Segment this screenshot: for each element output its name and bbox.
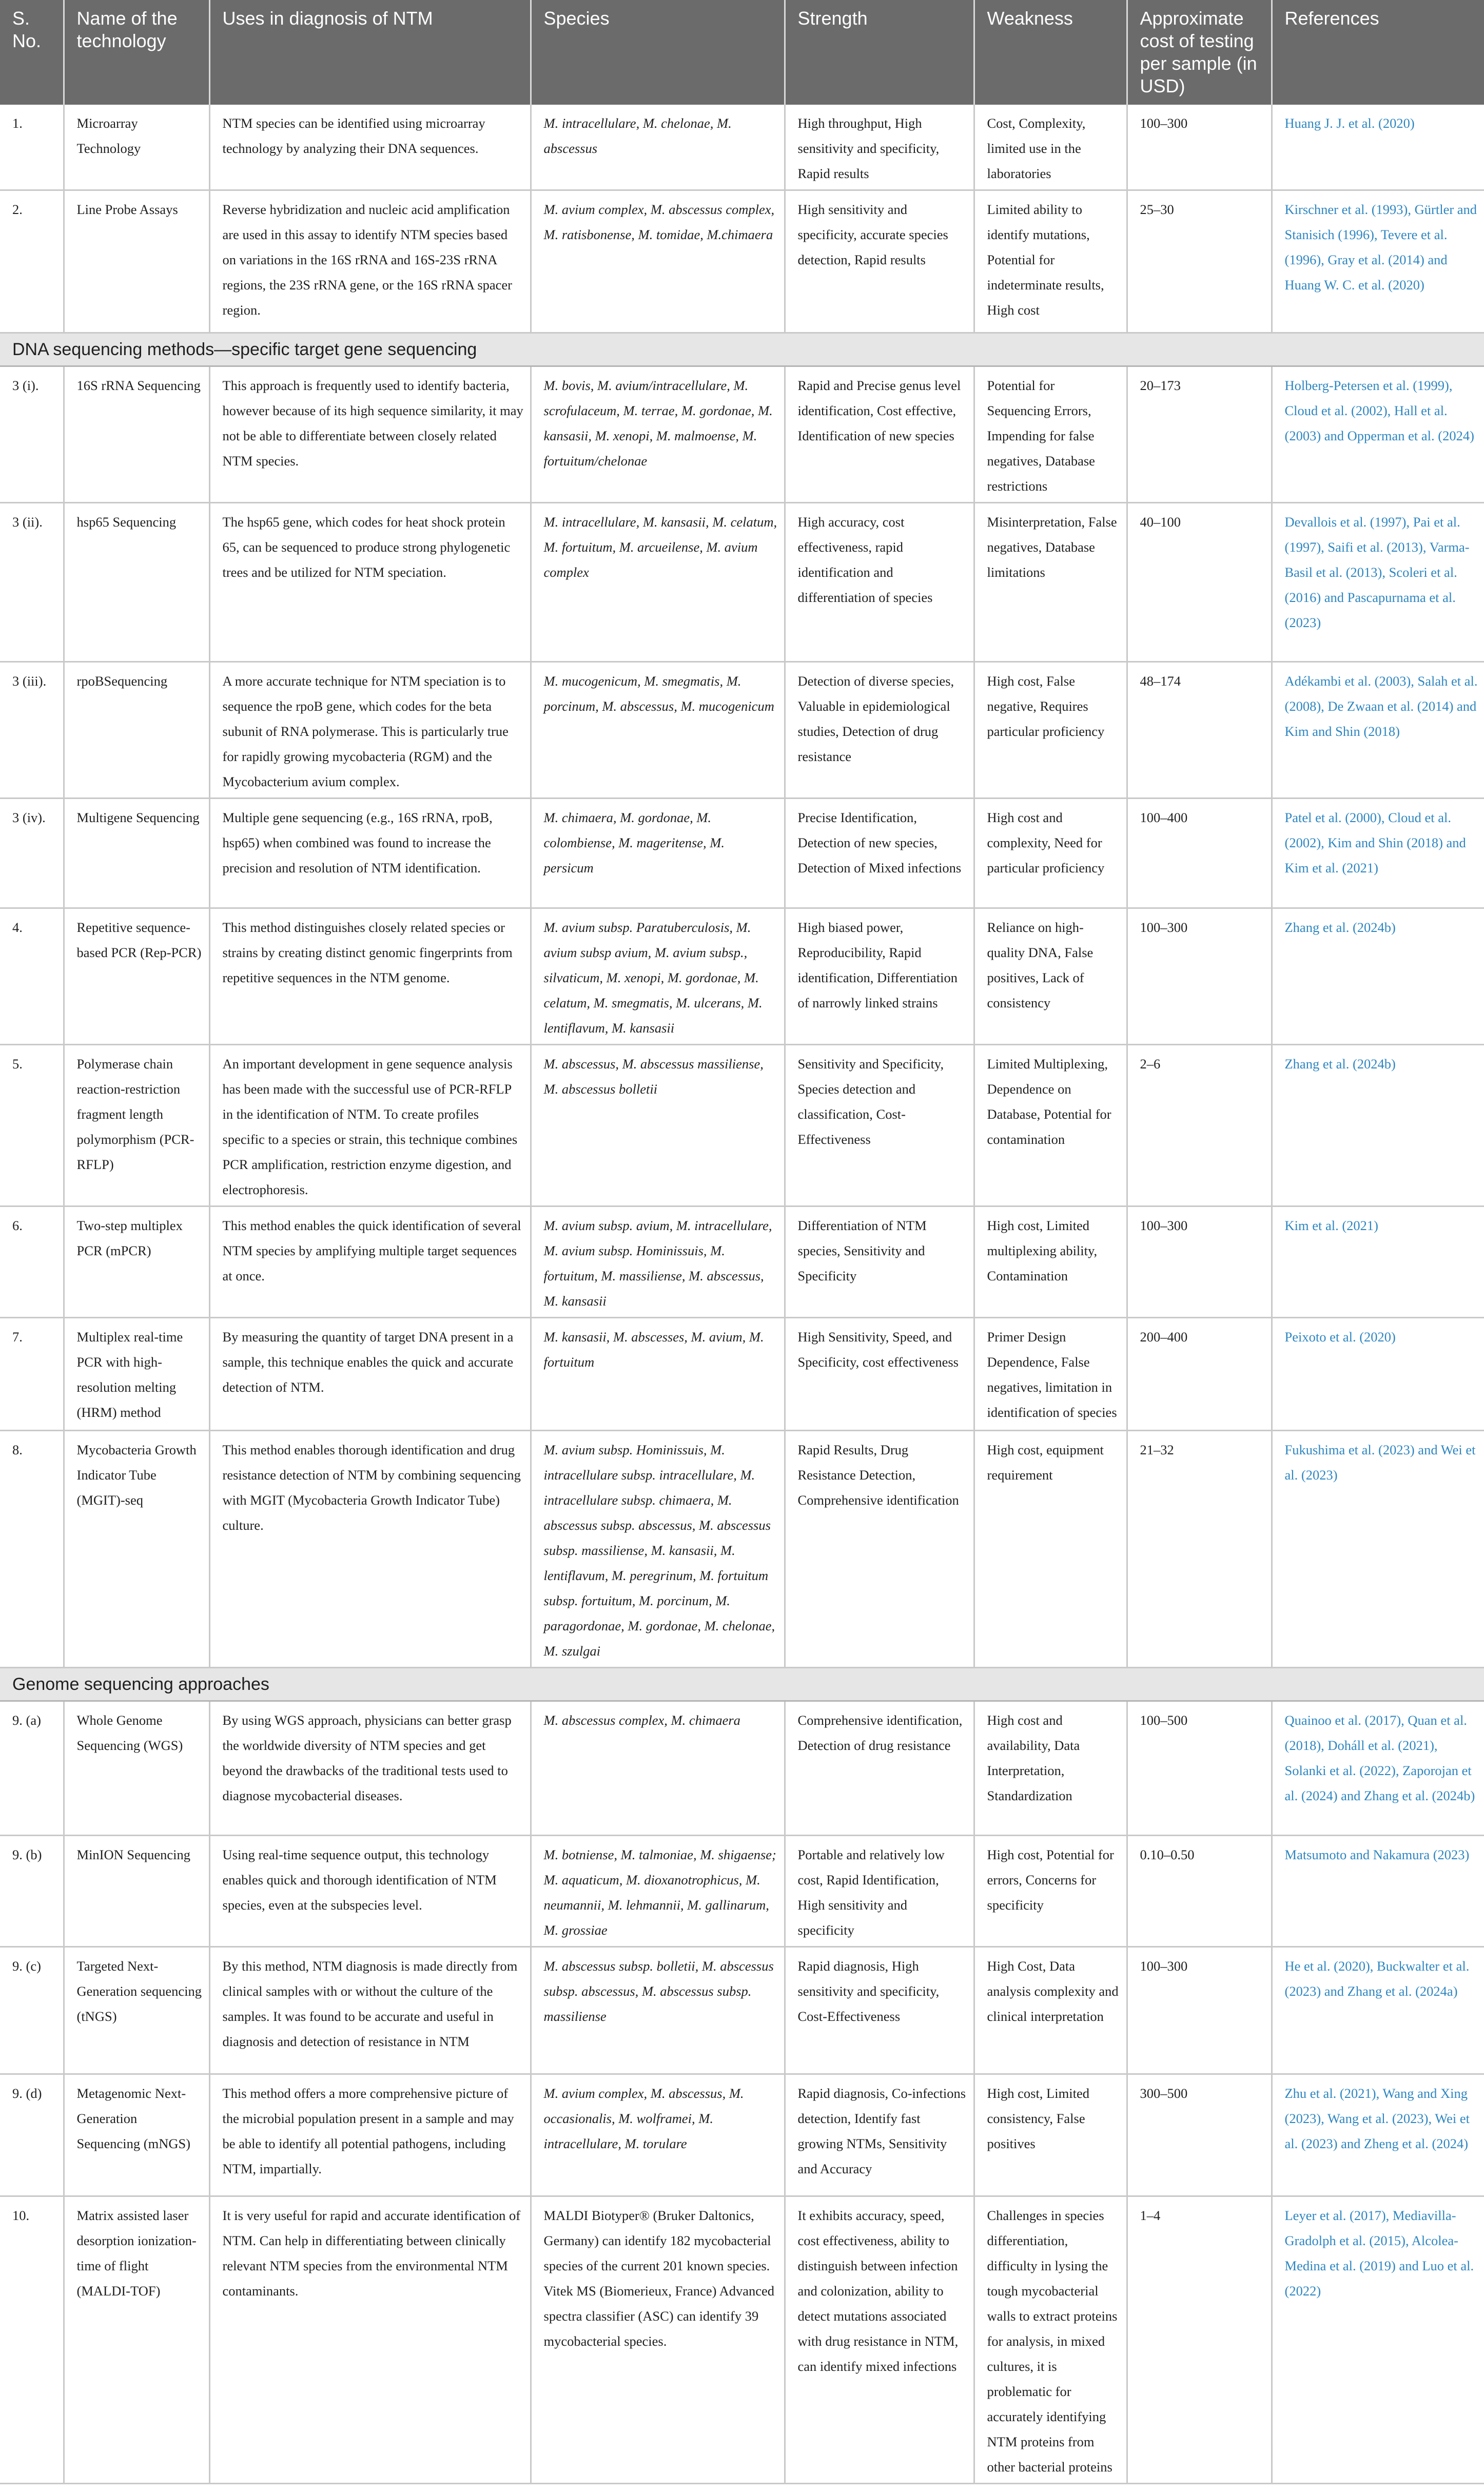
header-strength: Strength [785,0,974,105]
cell-uses: This method enables the quick identification of several NTM species by amplifying multiple target sequences at once. [209,1206,531,1318]
cell-sno: 7. [0,1318,64,1431]
cell-uses: This method distinguishes closely related species or strains by creating distinct genomic fingerprints from repetitive sequences in the NTM genome. [209,908,531,1045]
cell-strength: Precise Identification, Detection of new species, Detection of Mixed infections [785,799,974,908]
cell-technology: 16S rRNA Sequencing [64,366,209,503]
cell-cost: 300–500 [1127,2074,1272,2196]
cell-technology: Whole Genome Sequencing (WGS) [64,1701,209,1836]
cell-technology: Multiplex real-time PCR with high-resolution melting (HRM) method [64,1318,209,1431]
cell-cost: 100–300 [1127,1206,1272,1318]
cell-species: M. botniense, M. talmoniae, M. shigaense; M. aquaticum, M. dioxanotrophicus, M. neumannii, M. lehmannii, M. gallinarum, M. grossiae [531,1836,785,1947]
cell-references[interactable]: Holberg-Petersen et al. (1999), Cloud et al. (2002), Hall et al. (2003) and Opperman et al. (2024) [1272,366,1484,503]
cell-weakness: Challenges in species differentiation, difficulty in lysing the tough mycobacterial walls to extract proteins for analysis, in mixed cultures, it is problematic for accurately identifying NTM proteins from other bacterial proteins [974,2196,1127,2484]
cell-sno: 3 (iii). [0,662,64,799]
table-row [0,1431,1484,1668]
cell-uses: This approach is frequently used to identify bacteria, however because of its high sequence similarity, it may not be able to differentiate between closely related NTM species. [209,366,531,503]
section-title: DNA sequencing methods—specific target gene sequencing [0,333,1484,366]
cell-sno: 9. (a) [0,1701,64,1836]
cell-cost: 25–30 [1127,190,1272,333]
table-row [0,2074,1484,2196]
cell-sno: 8. [0,1431,64,1668]
cell-weakness: High cost, Limited consistency, False positives [974,2074,1127,2196]
cell-strength: Rapid and Precise genus level identification, Cost effective, Identification of new species [785,366,974,503]
cell-technology: MinION Sequencing [64,1836,209,1947]
cell-strength: High sensitivity and specificity, accurate species detection, Rapid results [785,190,974,333]
cell-uses: Multiple gene sequencing (e.g., 16S rRNA, rpoB, hsp65) when combined was found to increase the precision and resolution of NTM identification. [209,799,531,908]
cell-references[interactable]: Peixoto et al. (2020) [1272,1318,1484,1431]
cell-strength: Portable and relatively low cost, Rapid Identification, High sensitivity and specificity [785,1836,974,1947]
cell-cost: 100–300 [1127,908,1272,1045]
section-title: Genome sequencing approaches [0,1668,1484,1701]
cell-sno: 3 (ii). [0,503,64,662]
cell-technology: Two-step multiplex PCR (mPCR) [64,1206,209,1318]
cell-cost: 21–32 [1127,1431,1272,1668]
section-row [0,1668,1484,1701]
table-row [0,503,1484,662]
cell-sno: 9. (d) [0,2074,64,2196]
table-row [0,1836,1484,1947]
cell-weakness: Limited ability to identify mutations, Potential for indeterminate results, High cost [974,190,1127,333]
cell-technology: rpoBSequencing [64,662,209,799]
cell-references[interactable]: Kim et al. (2021) [1272,1206,1484,1318]
header-sno: S. No. [0,0,64,105]
cell-uses: NTM species can be identified using microarray technology by analyzing their DNA sequences. [209,105,531,190]
cell-cost: 0.10–0.50 [1127,1836,1272,1947]
cell-technology: Matrix assisted laser desorption ionization-time of flight (MALDI-TOF) [64,2196,209,2484]
header-technology: Name of the technology [64,0,209,105]
table-row [0,908,1484,1045]
cell-weakness: Reliance on high-quality DNA, False positives, Lack of consistency [974,908,1127,1045]
cell-technology: Metagenomic Next-Generation Sequencing (mNGS) [64,2074,209,2196]
cell-strength: High Sensitivity, Speed, and Specificity, cost effectiveness [785,1318,974,1431]
cell-weakness: High Cost, Data analysis complexity and clinical interpretation [974,1947,1127,2074]
cell-cost: 40–100 [1127,503,1272,662]
cell-weakness: High cost and complexity, Need for particular proficiency [974,799,1127,908]
table-row [0,2196,1484,2484]
cell-cost: 1–4 [1127,2196,1272,2484]
cell-uses: By using WGS approach, physicians can better grasp the worldwide diversity of NTM species and get beyond the drawbacks of the traditional tests used to diagnose mycobacterial diseases. [209,1701,531,1836]
table-row [0,1318,1484,1431]
cell-uses: It is very useful for rapid and accurate identification of NTM. Can help in differentiating between clinically relevant NTM species from the environmental NTM contaminants. [209,2196,531,2484]
cell-species: M. intracellulare, M. chelonae, M. abscessus [531,105,785,190]
cell-cost: 200–400 [1127,1318,1272,1431]
cell-species: M. intracellulare, M. kansasii, M. celatum, M. fortuitum, M. arcueilense, M. avium complex [531,503,785,662]
cell-uses: The hsp65 gene, which codes for heat shock protein 65, can be sequenced to produce strong phylogenetic trees and be utilized for NTM speciation. [209,503,531,662]
cell-sno: 5. [0,1045,64,1206]
cell-weakness: Cost, Complexity, limited use in the laboratories [974,105,1127,190]
cell-weakness: Limited Multiplexing, Dependence on Database, Potential for contamination [974,1045,1127,1206]
header-species: Species [531,0,785,105]
cell-strength: Rapid diagnosis, Co-infections detection, Identify fast growing NTMs, Sensitivity and Accuracy [785,2074,974,2196]
cell-technology: Repetitive sequence-based PCR (Rep-PCR) [64,908,209,1045]
header-uses: Uses in diagnosis of NTM [209,0,531,105]
table-row [0,1045,1484,1206]
cell-sno: 4. [0,908,64,1045]
header-cost: Approximate cost of testing per sample (in USD) [1127,0,1272,105]
cell-weakness: High cost, False negative, Requires particular proficiency [974,662,1127,799]
cell-references[interactable]: Zhu et al. (2021), Wang and Xing (2023), Wang et al. (2023), Wei et al. (2023) and Zheng et al. (2024) [1272,2074,1484,2196]
cell-technology: Targeted Next-Generation sequencing (tNGS) [64,1947,209,2074]
header-references: References [1272,0,1484,105]
cell-strength: Rapid Results, Drug Resistance Detection, Comprehensive identification [785,1431,974,1668]
cell-uses: Using real-time sequence output, this technology enables quick and thorough identification of NTM species, even at the subspecies level. [209,1836,531,1947]
cell-sno: 9. (b) [0,1836,64,1947]
cell-species: M. avium subsp. Paratuberculosis, M. avium subsp avium, M. avium subsp., silvaticum, M. xenopi, M. gordonae, M. celatum, M. smegmatis, M. ulcerans, M. lentiflavum, M. kansasii [531,908,785,1045]
cell-uses: A more accurate technique for NTM speciation is to sequence the rpoB gene, which codes for the beta subunit of RNA polymerase. This is particularly true for rapidly growing mycobacteria (RGM) and the Mycobacterium avium complex. [209,662,531,799]
cell-species: M. abscessus subsp. bolletii, M. abscessus subsp. abscessus, M. abscessus subsp. massiliense [531,1947,785,2074]
cell-strength: High accuracy, cost effectiveness, rapid identification and differentiation of species [785,503,974,662]
table-row [0,105,1484,190]
cell-technology: Line Probe Assays [64,190,209,333]
cell-uses: This method enables thorough identification and drug resistance detection of NTM by combining sequencing with MGIT (Mycobacteria Growth Indicator Tube) culture. [209,1431,531,1668]
cell-sno: 1. [0,105,64,190]
cell-uses: This method offers a more comprehensive picture of the microbial population present in a sample and may be able to identify all potential pathogens, including NTM, impartially. [209,2074,531,2196]
cell-references[interactable]: Zhang et al. (2024b) [1272,908,1484,1045]
cell-strength: High throughput, High sensitivity and specificity, Rapid results [785,105,974,190]
cell-references[interactable]: He et al. (2020), Buckwalter et al. (2023) and Zhang et al. (2024a) [1272,1947,1484,2074]
cell-references[interactable]: Zhang et al. (2024b) [1272,1045,1484,1206]
cell-uses: By measuring the quantity of target DNA present in a sample, this technique enables the quick and accurate detection of NTM. [209,1318,531,1431]
cell-uses: By this method, NTM diagnosis is made directly from clinical samples with or without the culture of the samples. It was found to be accurate and useful in diagnosis and detection of resistance in NTM [209,1947,531,2074]
cell-strength: Detection of diverse species, Valuable in epidemiological studies, Detection of drug resistance [785,662,974,799]
cell-cost: 100–500 [1127,1701,1272,1836]
cell-references[interactable]: Huang J. J. et al. (2020) [1272,105,1484,190]
table-row [0,1947,1484,2074]
cell-references[interactable]: Leyer et al. (2017), Mediavilla-Gradolph et al. (2015), Alcolea-Medina et al. (2019) and Luo et al. (2022) [1272,2196,1484,2484]
section-row [0,333,1484,366]
cell-species: MALDI Biotyper® (Bruker Daltonics, Germany) can identify 182 mycobacterial species of the current 201 known species. Vitek MS (Biomerieux, France) Advanced spectra classifier (ASC) can identify 39 mycobacterial species. [531,2196,785,2484]
cell-weakness: Primer Design Dependence, False negatives, limitation in identification of species [974,1318,1127,1431]
cell-cost: 2–6 [1127,1045,1272,1206]
cell-weakness: Potential for Sequencing Errors, Impending for false negatives, Database restrictions [974,366,1127,503]
cell-cost: 20–173 [1127,366,1272,503]
cell-weakness: High cost, equipment requirement [974,1431,1127,1668]
cell-species: M. avium complex, M. abscessus, M. occasionalis, M. wolframei, M. intracellulare, M. torulare [531,2074,785,2196]
cell-technology: Multigene Sequencing [64,799,209,908]
cell-references[interactable]: Kirschner et al. (1993), Gürtler and Stanisich (1996), Tevere et al. (1996), Gray et al. (2014) and Huang W. C. et al. (2020) [1272,190,1484,333]
cell-species: M. mucogenicum, M. smegmatis, M. porcinum, M. abscessus, M. mucogenicum [531,662,785,799]
cell-cost: 100–300 [1127,105,1272,190]
cell-sno: 3 (i). [0,366,64,503]
cell-sno: 10. [0,2196,64,2484]
cell-strength: It exhibits accuracy, speed, cost effectiveness, ability to distinguish between infection and colonization, ability to detect mutations associated with drug resistance in NTM, can identify mixed infections [785,2196,974,2484]
cell-sno: 3 (iv). [0,799,64,908]
cell-technology: Microarray Technology [64,105,209,190]
table-row [0,662,1484,799]
cell-sno: 9. (c) [0,1947,64,2074]
cell-cost: 100–300 [1127,1947,1272,2074]
cell-species: M. avium subsp. avium, M. intracellulare, M. avium subsp. Hominissuis, M. fortuitum, M. massiliense, M. abscessus, M. kansasii [531,1206,785,1318]
cell-sno: 2. [0,190,64,333]
cell-technology: Polymerase chain reaction-restriction fragment length polymorphism (PCR-RFLP) [64,1045,209,1206]
table-row [0,190,1484,333]
table-row [0,366,1484,503]
cell-strength: Sensitivity and Specificity, Species detection and classification, Cost-Effectiveness [785,1045,974,1206]
cell-weakness: High cost and availability, Data Interpretation, Standardization [974,1701,1127,1836]
table-row [0,1701,1484,1836]
cell-weakness: High cost, Potential for errors, Concerns for specificity [974,1836,1127,1947]
cell-uses: An important development in gene sequence analysis has been made with the successful use of PCR-RFLP in the identification of NTM. To create profiles specific to a species or strain, this technique combines PCR amplification, restriction enzyme digestion, and electrophoresis. [209,1045,531,1206]
cell-species: M. avium subsp. Hominissuis, M. intracellulare subsp. intracellulare, M. intracellulare subsp. chimaera, M. abscessus subsp. abscessus, M. abscessus subsp. massiliense, M. kansasii, M. lentiflavum, M. peregrinum, M. fortuitum subsp. fortuitum, M. porcinum, M. paragordonae, M. gordonae, M. chelonae, M. szulgai [531,1431,785,1668]
cell-species: M. avium complex, M. abscessus complex, M. ratisbonense, M. tomidae, M.chimaera [531,190,785,333]
cell-technology: hsp65 Sequencing [64,503,209,662]
cell-cost: 48–174 [1127,662,1272,799]
cell-references[interactable]: Adékambi et al. (2003), Salah et al. (2008), De Zwaan et al. (2014) and Kim and Shin (2018) [1272,662,1484,799]
cell-uses: Reverse hybridization and nucleic acid amplification are used in this assay to identify NTM species based on variations in the 16S rRNA and 16S-23S rRNA regions, the 23S rRNA gene, or the 16S rRNA spacer region. [209,190,531,333]
cell-cost: 100–400 [1127,799,1272,908]
cell-references[interactable]: Matsumoto and Nakamura (2023) [1272,1836,1484,1947]
table-row [0,1206,1484,1318]
cell-weakness: High cost, Limited multiplexing ability, Contamination [974,1206,1127,1318]
cell-strength: High biased power, Reproducibility, Rapid identification, Differentiation of narrowly linked strains [785,908,974,1045]
cell-species: M. abscessus, M. abscessus massiliense, M. abscessus bolletii [531,1045,785,1206]
cell-references[interactable]: Patel et al. (2000), Cloud et al. (2002), Kim and Shin (2018) and Kim et al. (2021) [1272,799,1484,908]
cell-references[interactable]: Fukushima et al. (2023) and Wei et al. (2023) [1272,1431,1484,1668]
cell-strength: Rapid diagnosis, High sensitivity and specificity, Cost-Effectiveness [785,1947,974,2074]
table-row [0,799,1484,908]
cell-species: M. kansasii, M. abscesses, M. avium, M. fortuitum [531,1318,785,1431]
cell-sno: 6. [0,1206,64,1318]
cell-species: M. abscessus complex, M. chimaera [531,1701,785,1836]
cell-references[interactable]: Devallois et al. (1997), Pai et al. (1997), Saifi et al. (2013), Varma-Basil et al. (2013), Scoleri et al. (2016) and Pascapurnama et al. (2023) [1272,503,1484,662]
cell-species: M. chimaera, M. gordonae, M. colombiense, M. mageritense, M. persicum [531,799,785,908]
cell-references[interactable]: Quainoo et al. (2017), Quan et al. (2018), Doháll et al. (2021), Solanki et al. (2022), Zaporojan et al. (2024) and Zhang et al. (2024b) [1272,1701,1484,1836]
header-row [0,0,1484,105]
cell-species: M. bovis, M. avium/intracellulare, M. scrofulaceum, M. terrae, M. gordonae, M. kansasii, M. xenopi, M. malmoense, M. fortuitum/chelonae [531,366,785,503]
header-weakness: Weakness [974,0,1127,105]
cell-strength: Comprehensive identification, Detection of drug resistance [785,1701,974,1836]
cell-technology: Mycobacteria Growth Indicator Tube (MGIT)-seq [64,1431,209,1668]
cell-strength: Differentiation of NTM species, Sensitivity and Specificity [785,1206,974,1318]
cell-weakness: Misinterpretation, False negatives, Database limitations [974,503,1127,662]
